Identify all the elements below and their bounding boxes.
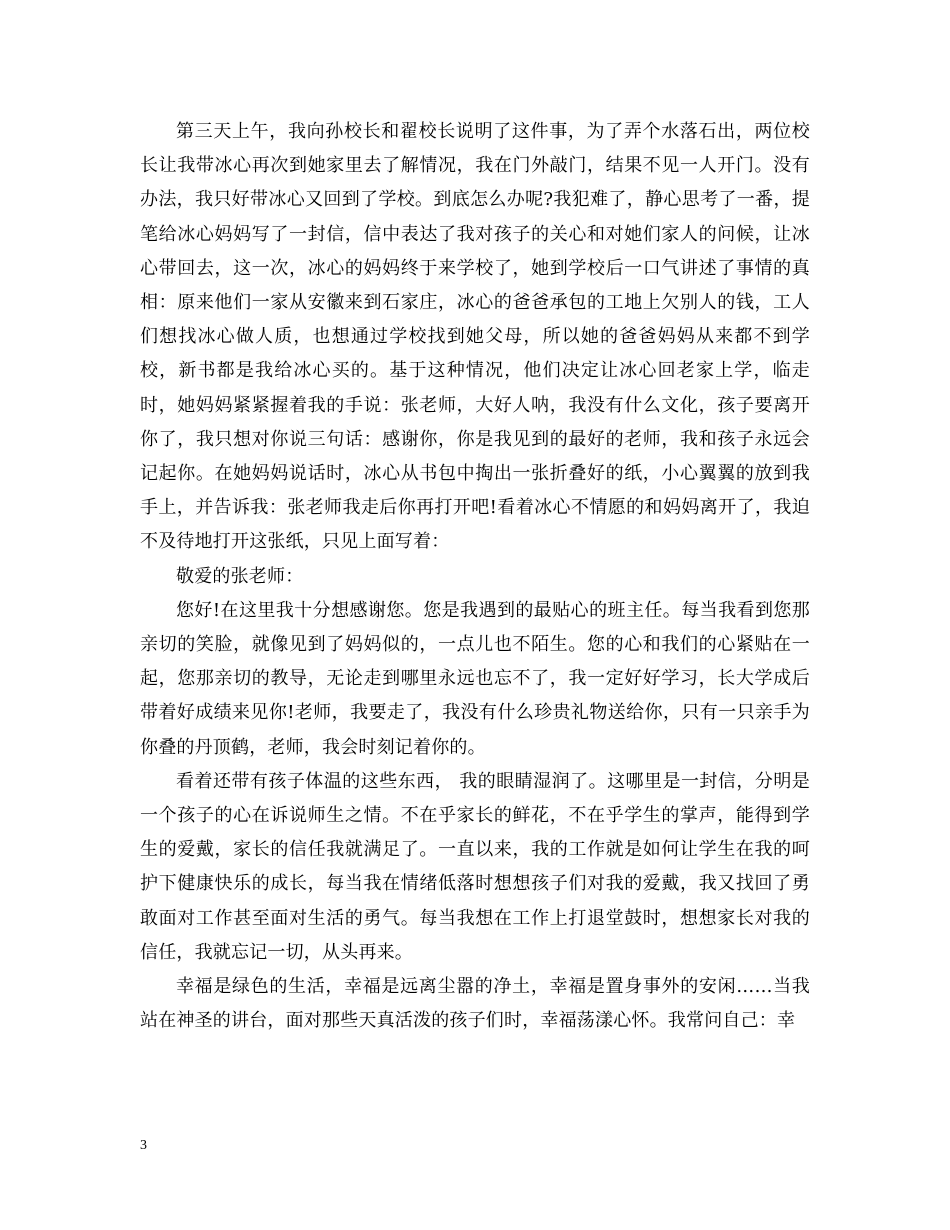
- body-text: [140, 115, 810, 1038]
- letter-body: 您好!在这里我十分想感谢您。您是我遇到的最贴心的班主任。每当我看到您那亲切的笑脸，就像见到了妈妈似的，一点儿也不陌生。您的心和我们的心紧贴在一起，您那亲切的教导，无论走到哪里永远也忘不了，我一定好好学习，长大学成后带着好成绩来见你!老师，我要走了，我没有什么珍贵礼物送给你，只有一只亲手为你叠的丹顶鹤，老师，我会时刻记着你的。: [140, 599, 810, 758]
- paragraph-1: 第三天上午，我向孙校长和翟校长说明了这件事，为了弄个水落石出，两位校长让我带冰心再次到她家里去了解情况，我在门外敲门，结果不见一人开门。没有办法，我只好带冰心又回到了学校。到底怎么办呢?我犯难了，静心思考了一番，提笔给冰心妈妈写了一封信，信中表达了我对孩子的关心和对她们家人的问候，让冰心带回去，这一次，冰心的妈妈终于来学校了，她到学校后一口气讲述了事情的真相：原来他们一家从安徽来到石家庄，冰心的爸爸承包的工地上欠别人的钱，工人们想找冰心做人质，也想通过学校找到她父母，所以她的爸爸妈妈从来都不到学校，新书都是我给冰心买的。基于这种情况，他们决定让冰心回老家上学，临走时，她妈妈紧紧握着我的手说：张老师，大好人呐，我没有什么文化，孩子要离开你了，我只想对你说三句话：感谢你，你是我见到的最好的老师，我和孩子永远会记起你。在她妈妈说话时，冰心从书包中掏出一张折叠好的纸，小心翼翼的放到我手上，并告诉我：张老师我走后你再打开吧!看着冰心不情愿的和妈妈离开了，我迫不及待地打开这张纸，只见上面写着：: [140, 121, 810, 553]
- paragraph-4: 看着还带有孩子体温的这些东西， 我的眼睛湿润了。这哪里是一封信，分明是一个孩子的心在诉说师生之情。不在乎家长的鲜花，不在乎学生的掌声，能得到学生的爱戴，家长的信任我就满足了。一直以来，我的工作就是如何让学生在我的呵护下健康快乐的成长，每当我在情绪低落时想想孩子们对我的爱戴，我又找回了勇敢面对工作甚至面对生活的勇气。每当我想在工作上打退堂鼓时，想想家长对我的信任，我就忘记一切，从头再来。: [140, 770, 810, 963]
- letter-salutation: 敬爱的张老师：: [176, 565, 304, 587]
- paragraph-5: 幸福是绿色的生活，幸福是远离尘嚣的净土，幸福是置身事外的安闲……当我站在神圣的讲台，面对那些天真活泼的孩子们时，幸福荡漾心怀。我常问自己：幸: [140, 976, 810, 1032]
- page-number: 3: [140, 1138, 147, 1153]
